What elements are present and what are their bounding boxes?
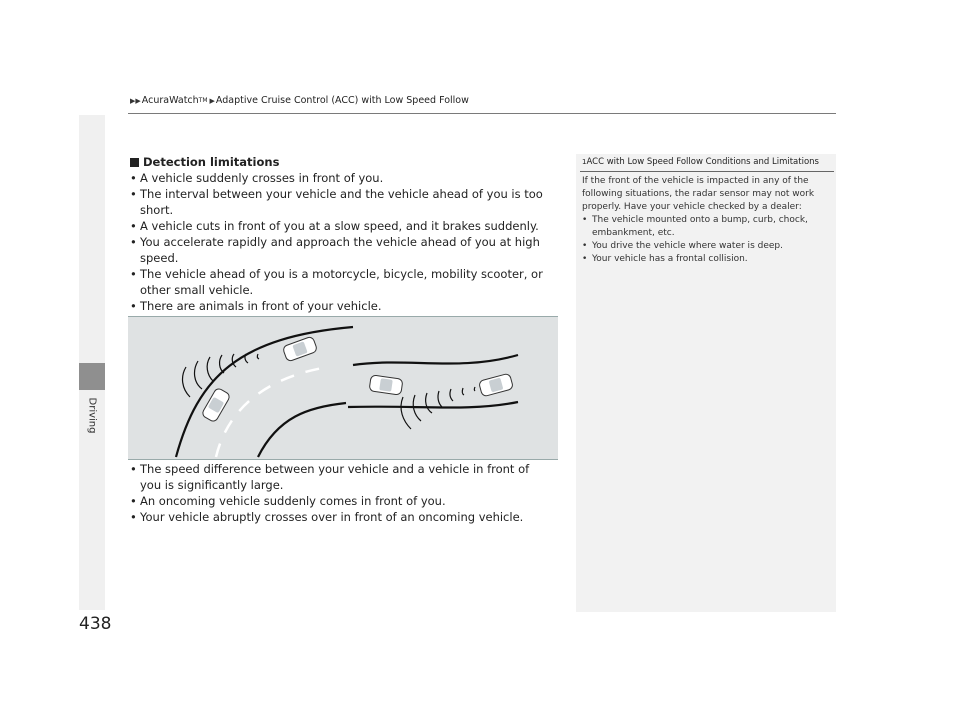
limitations-list-2 <box>130 461 550 525</box>
list-item: • The vehicle mounted onto a bump, curb, chock, embankment, etc. <box>582 214 826 240</box>
radar-wave <box>195 361 202 389</box>
radar-wave <box>257 354 259 359</box>
radar-wave <box>474 387 475 391</box>
chapter-label: Driving <box>86 397 98 434</box>
section-heading <box>130 154 560 170</box>
road-edge-line <box>348 402 518 408</box>
list-item: • An oncoming vehicle suddenly comes in front of you. <box>130 493 550 509</box>
sidebar-body <box>582 175 826 266</box>
square-bullet-icon <box>130 158 139 167</box>
vehicle-top-view <box>369 375 403 395</box>
sidebar-title-text: ACC with Low Speed Follow Conditions and Limitations <box>586 157 819 167</box>
road-edge-line <box>353 355 518 365</box>
list-item: • There are animals in front of your vehicle. <box>130 298 560 314</box>
list-item: • A vehicle cuts in front of you at a slow speed, and it brakes suddenly. <box>130 218 560 234</box>
radar-wave <box>183 367 190 397</box>
breadcrumb-arrow-icon: ▶ <box>209 96 215 105</box>
list-item: • You drive the vehicle where water is deep. <box>582 240 826 253</box>
sidebar-divider <box>580 171 834 172</box>
breadcrumb-arrow-icon: ▶ <box>135 96 141 105</box>
curved-road-illustration <box>128 316 558 460</box>
sidebar-list <box>582 214 826 266</box>
chapter-tab[interactable] <box>79 363 105 390</box>
radar-wave <box>207 357 213 381</box>
breadcrumb-item[interactable]: AcuraWatch <box>141 95 199 106</box>
road-svg <box>128 317 558 459</box>
vehicle-top-view <box>478 373 513 397</box>
sidebar-title <box>582 157 819 167</box>
lane-marking <box>216 367 328 457</box>
vehicle-top-view <box>282 336 318 362</box>
breadcrumb <box>130 95 469 106</box>
radar-wave <box>462 388 464 395</box>
list-item: • The speed difference between your vehicle and a vehicle in front of you is significantly large. <box>130 461 550 493</box>
sidebar-intro: If the front of the vehicle is impacted in any of the following situations, the radar sensor may not work properly. Have your vehicle checked by a dealer: <box>582 176 815 212</box>
road-edge-line <box>176 327 353 457</box>
list-item: • Your vehicle has a frontal collision. <box>582 253 826 266</box>
list-item: • The vehicle ahead of you is a motorcycle, bicycle, mobility scooter, or other small vehicle. <box>130 266 560 298</box>
breadcrumb-item[interactable]: Adaptive Cruise Control (ACC) with Low Speed Follow <box>215 95 469 106</box>
sidebar-note <box>576 154 836 612</box>
radar-wave <box>450 389 453 401</box>
page-number: 438 <box>79 614 112 634</box>
section-title: Detection limitations <box>143 155 280 169</box>
radar-wave <box>426 393 432 413</box>
note-marker: 1 <box>582 158 587 166</box>
list-item: • Your vehicle abruptly crosses over in front of an oncoming vehicle. <box>130 509 550 525</box>
list-item: • A vehicle suddenly crosses in front of you. <box>130 170 560 186</box>
radar-wave <box>401 397 411 429</box>
more-limitations <box>130 461 550 525</box>
header-divider <box>128 113 836 114</box>
road-edge-line <box>258 403 346 457</box>
list-item: • The interval between your vehicle and the vehicle ahead of you is too short. <box>130 186 560 218</box>
list-item: • You accelerate rapidly and approach the vehicle ahead of you at high speed. <box>130 234 560 266</box>
trademark-mark: TM <box>198 97 208 104</box>
radar-wave <box>438 391 442 407</box>
breadcrumb-arrow-icon: ▶ <box>130 96 136 105</box>
